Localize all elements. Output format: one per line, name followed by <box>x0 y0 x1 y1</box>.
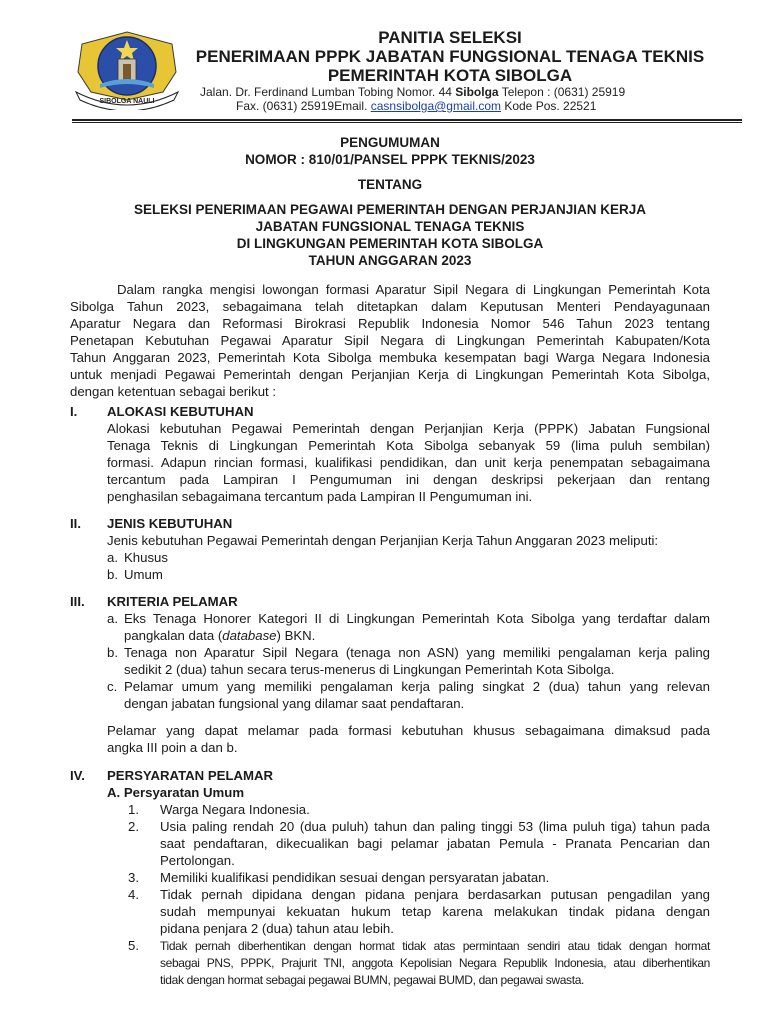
section-line: Jenis kebutuhan Pegawai Pemerintah dengan Perjanjian Kerja Tahun Anggaran 2023 meliputi: <box>107 533 659 548</box>
list-item-mark: c. <box>107 679 118 694</box>
list-item-mark: b. <box>107 645 118 660</box>
list-item: tidak dengan hormat sebagai pegawai BUMN, pegawai BUMD, dan pegawai swasta. <box>160 973 585 987</box>
list-item: Tidak pernah dipidana dengan pidana penjara berdasarkan putusan pengadilan yang <box>160 887 710 902</box>
intro-line: Dalam rangka mengisi lowongan formasi Aparatur Sipil Negara di Lingkungan Pemerintah Kota <box>117 282 710 297</box>
intro-line: dengan ketentuan sebagai berikut : <box>70 384 277 399</box>
list-item: Warga Negara Indonesia. <box>160 802 310 817</box>
letterhead-divider-thick <box>72 119 742 121</box>
letterhead <box>150 28 750 85</box>
list-item: dengan jabatan fungsional yang dilamar saat pendaftaran. <box>124 696 465 711</box>
list-item: Eks Tenaga Honorer Kategori II di Lingkungan Pemerintah Kota Sibolga yang terdaftar dalam <box>124 611 710 626</box>
fax-prefix: Fax. (0631) 25919Email. <box>236 99 371 113</box>
list-item-mark: 1. <box>128 802 139 817</box>
section-line: formasi. Adapun rincian formasi, kualifikasi pendidikan, dan unit kerja penempatan sebagaimana <box>107 455 710 470</box>
list-item: Tenaga non Aparatur Sipil Negara (tenaga non ASN) yang memiliki pengalaman kerja paling <box>124 645 710 660</box>
address-prefix: Jalan. Dr. Ferdinand Lumban Tobing Nomor. 44 <box>200 85 456 99</box>
text-run: ) BKN. <box>276 628 316 643</box>
list-item: Khusus <box>124 550 168 565</box>
list-item-mark: b. <box>107 567 118 582</box>
list-item: Tidak pernah diberhentikan dengan hormat tidak atas permintaan sendiri atau tidak dengan hormat <box>160 939 710 953</box>
announcement-about: TENTANG <box>357 177 423 192</box>
announcement-heading: PENGUMUMAN <box>340 135 440 150</box>
list-item: Usia paling rendah 20 (dua puluh) tahun dan paling tinggi 53 (lima puluh tiga) tahun pada <box>160 819 710 834</box>
letterhead-line2: PENERIMAAN PPPK JABATAN FUNGSIONAL TENAGA TEKNIS <box>195 47 705 66</box>
text-run: pangkalan data ( <box>124 628 223 643</box>
section-number: III. <box>70 594 85 609</box>
address-phone: Telepon : (0631) 25919 <box>498 85 626 99</box>
section-title: PERSYARATAN PELAMAR <box>107 768 274 783</box>
list-item <box>124 627 315 644</box>
list-item-mark: a. <box>107 611 118 626</box>
announcement-number: NOMOR : 810/01/PANSEL PPPK TEKNIS/2023 <box>245 152 535 167</box>
list-item: sudah mempunyai kekuatan hukum tetap karena melakukan tindak pidana dengan <box>160 904 710 919</box>
list-item: Pertolongan. <box>160 853 235 868</box>
list-item: sebagai PNS, PPPK, Prajurit TNI, anggota Kepolisian Negara Republik Indonesia, atau diberhentikan <box>160 956 710 970</box>
intro-line: Aparatur Negara dan Reformasi Birokrasi Republik Indonesia Nomor 546 Tahun 2023 tentang <box>70 316 710 331</box>
address-city: Sibolga <box>455 85 499 99</box>
letterhead-line1: PANITIA SELEKSI <box>378 28 522 47</box>
letterhead-divider-thin <box>72 122 742 123</box>
subsection-title: A. Persyaratan Umum <box>107 785 245 800</box>
email-link[interactable]: casnsibolga@gmail.com <box>370 99 501 113</box>
section-title: KRITERIA PELAMAR <box>107 594 238 609</box>
announcement-title-line2: JABATAN FUNGSIONAL TENAGA TEKNIS <box>255 219 525 234</box>
list-item-mark: 3. <box>128 870 139 885</box>
list-item: sedikit 2 (dua) tahun secara terus-menerus di Lingkungan Pemerintah Kota Sibolga. <box>124 662 615 677</box>
address-line <box>200 85 760 99</box>
list-item: pidana penjara 2 (dua) tahun atau lebih. <box>160 921 394 936</box>
logo-banner-text: SIBOLGA NAULI <box>99 98 155 105</box>
announcement-title-line4: TAHUN ANGGARAN 2023 <box>308 253 472 268</box>
intro-line: Sibolga Tahun 2023, sebagaimana telah ditetapkan dalam Keputusan Menteri Pendayagunaan <box>70 299 710 314</box>
section-title: ALOKASI KEBUTUHAN <box>107 404 254 419</box>
list-item: Umum <box>124 567 163 582</box>
section-number: II. <box>70 516 81 531</box>
section-note: angka III poin a dan b. <box>107 740 238 755</box>
postal-code: Kode Pos. 22521 <box>501 99 597 113</box>
list-item: Memiliki kualifikasi pendidikan sesuai dengan persyaratan jabatan. <box>160 870 550 885</box>
list-item-mark: 2. <box>128 819 139 834</box>
section-title: JENIS KEBUTUHAN <box>107 516 233 531</box>
section-line: tercantum pada Lampiran I Pengumuman ini dengan deskripsi pekerjaan dan rentang <box>107 472 710 487</box>
list-item: Pelamar umum yang memiliki pengalaman kerja paling singkat 2 (dua) tahun yang relevan <box>124 679 710 694</box>
intro-line: untuk menjadi Pegawai Pemerintah dengan Perjanjian Kerja di Lingkungan Pemerintah Kota Sibolga, <box>70 367 710 382</box>
italic-term: database <box>222 628 277 643</box>
section-note: Pelamar yang dapat melamar pada formasi kebutuhan khusus sebagaimana dimaksud pada <box>107 723 710 738</box>
announcement-title-line3: DI LINGKUNGAN PEMERINTAH KOTA SIBOLGA <box>236 236 544 251</box>
section-line: Alokasi kebutuhan Pegawai Pemerintah dengan Perjanjian Kerja (PPPK) Jabatan Fungsional <box>107 421 710 436</box>
list-item: saat pendaftaran, dikecualikan bagi pelamar jabatan Pemula - Pranata Pencarian dan <box>160 836 710 851</box>
list-item-mark: a. <box>107 550 118 565</box>
section-line: Tenaga Teknis di Lingkungan Pemerintah Kota Sibolga sebanyak 59 (lima puluh sembilan) <box>107 438 710 453</box>
section-line: penghasilan sebagaimana tercantum pada Lampiran II Pengumuman ini. <box>107 489 533 504</box>
intro-line: Tahun Anggaran 2023, Pemerintah Kota Sibolga membuka kesempatan bagi Warga Negara Indonesia <box>70 350 710 365</box>
section-number: I. <box>70 404 78 419</box>
announcement-title-line1: SELEKSI PENERIMAAN PEGAWAI PEMERINTAH DENGAN PERJANJIAN KERJA <box>133 202 647 217</box>
intro-line: Penetapan Kebutuhan Pegawai Aparatur Sipil Negara di Lingkungan Pemerintah Kabupaten/Kota <box>70 333 710 348</box>
list-item-mark: 4. <box>128 887 139 902</box>
contact-line <box>236 99 768 113</box>
letterhead-line3: PEMERINTAH KOTA SIBOLGA <box>327 66 573 85</box>
list-item-mark: 5. <box>128 938 139 953</box>
section-number: IV. <box>70 768 85 783</box>
